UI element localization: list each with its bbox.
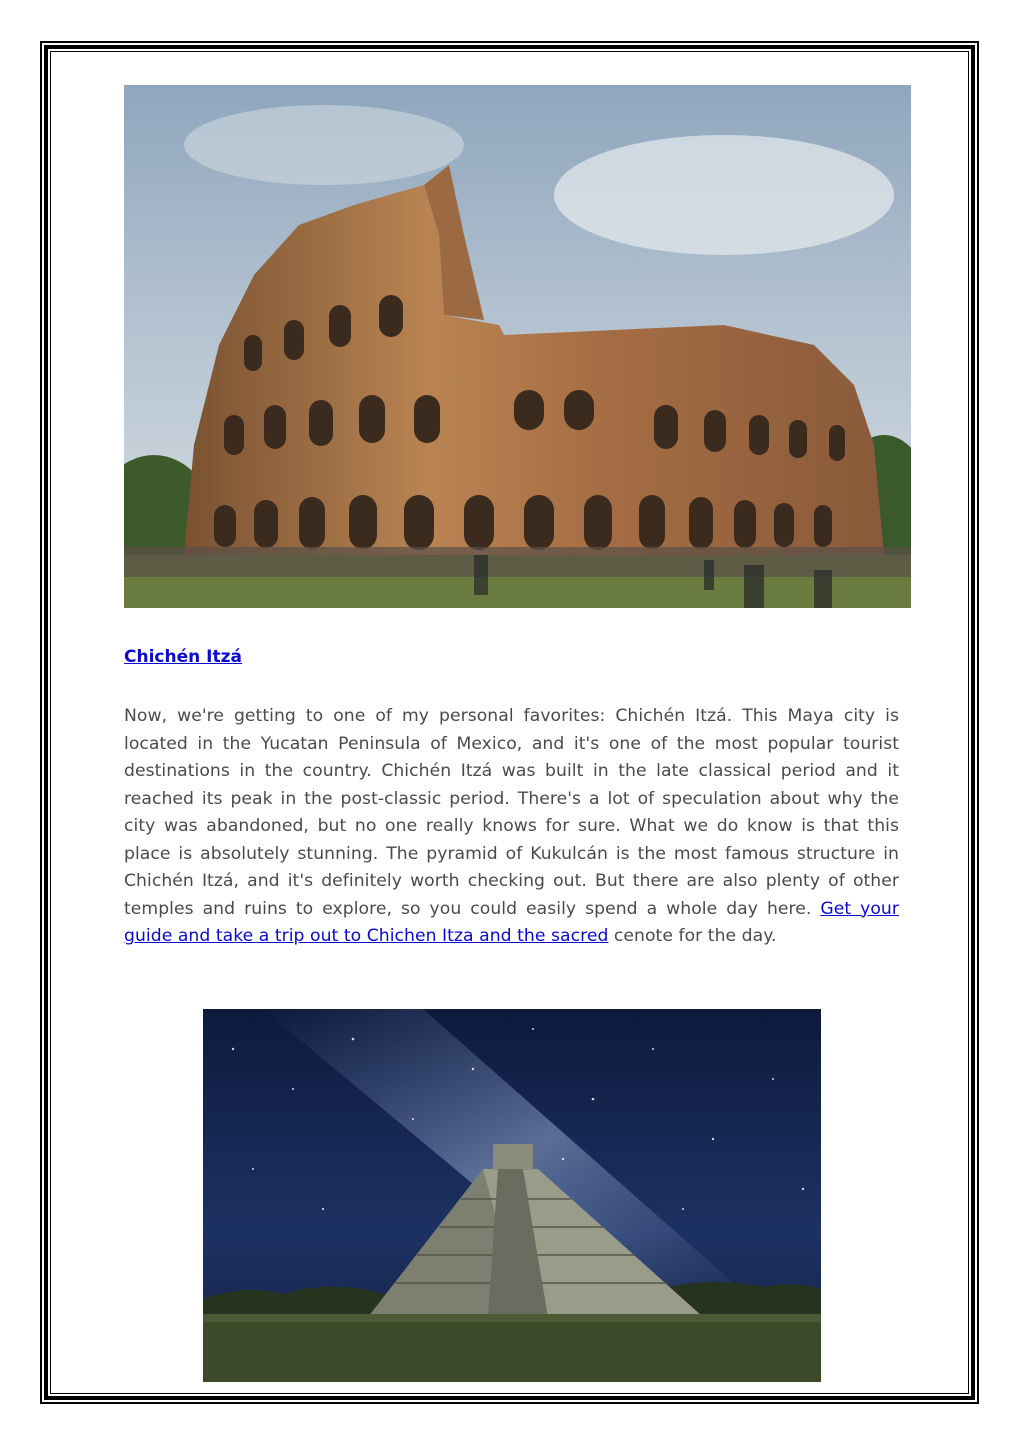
guide-link[interactable]: Get your guide and take a trip out to Chichen Itza and the sacred [124, 898, 899, 946]
trailing-text: cenote for the day. [608, 926, 777, 946]
section-heading[interactable]: Chichén Itzá [124, 647, 242, 667]
pyramid-photo [203, 1009, 821, 1382]
colosseum-photo [124, 85, 911, 608]
section-body [124, 703, 899, 951]
body-text: Now, we're getting to one of my personal favorites: Chichén Itzá. This Maya city is located in the Yucatan Peninsula of Mexico, and it's one of the most popular tourist destinations in the country. Chichén Itzá was built in the late classical period and it reached its peak in the post-classic period. There's a lot of speculation about why the city was abandoned, but no one really knows for sure. What we do know is that this place is absolutely stunning. The pyramid of Kukulcán is the most famous structure in Chichén Itzá, and it's definitely worth checking out. But there are also plenty of other temples and ruins to explore, so you could easily spend a whole day here. [124, 706, 899, 919]
